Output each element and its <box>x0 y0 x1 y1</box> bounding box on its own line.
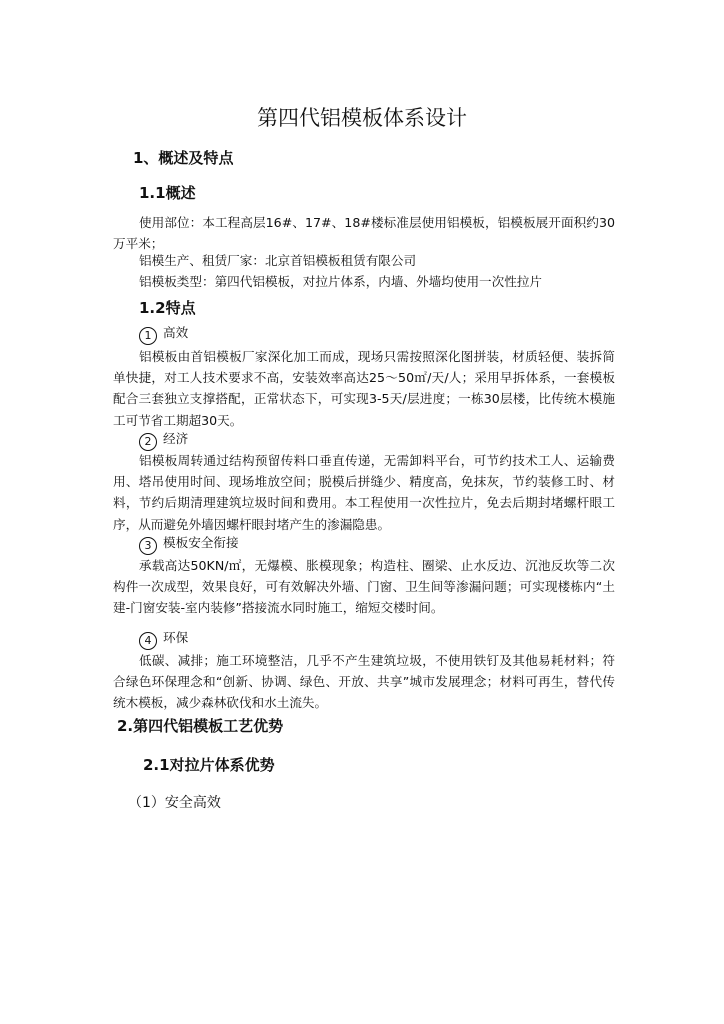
section-heading-2: 2.第四代铝模板工艺优势 <box>117 717 284 735</box>
overview-usage-paragraph: 使用部位：本工程高层16#、17#、18#楼标准层使用铝模板，铝模板展开面积约30万平米； <box>113 215 615 252</box>
overview-type-paragraph: 铝模板类型：第四代铝模板，对拉片体系，内墙、外墙均使用一次性拉片 <box>139 274 542 289</box>
subsection-heading-1-2: 1.2特点 <box>139 299 196 317</box>
section-heading-1: 1、概述及特点 <box>133 149 234 167</box>
feature-heading-efficiency <box>139 323 188 345</box>
circled-number-icon: 1 <box>139 327 157 345</box>
feature-text-economy: 铝模板周转通过结构预留传料口垂直传递，无需卸料平台，可节约技术工人、运输费用、塔吊使用时间、现场堆放空间；脱模后拼缝少、精度高，免抹灰，节约装修工时、材料，节约后期清理建筑垃圾时间和费用。本工程使用一次性拉片，免去后期封堵螺杆眼工序，从而避免外墙因螺杆眼封堵产生的渗漏隐患。 <box>113 453 615 532</box>
feature-heading-economy <box>139 429 188 451</box>
feature-text-environment: 低碳、减排；施工环境整洁，几乎不产生建筑垃圾，不使用铁钉及其他易耗材料；符合绿色环保理念和“创新、协调、绿色、开放、共享”城市发展理念；材料可再生，替代传统木模板，减少森林砍伐和水土流失。 <box>113 653 615 711</box>
circled-number-icon: 2 <box>139 433 157 451</box>
circled-number-icon: 4 <box>139 632 157 650</box>
feature-title: 环保 <box>163 630 189 645</box>
feature-heading-environment <box>139 628 188 650</box>
feature-text-efficiency: 铝模板由首铝模板厂家深化加工而成，现场只需按照深化图拼装，材质轻便、装拆简单快捷，对工人技术要求不高，安装效率高达25～50㎡/天/人；采用早拆体系，一套模板配合三套独立支撑搭配，正常状态下，可实现3-5天/层进度；一栋30层楼，比传统木模施工可节省工期超30天。 <box>113 349 615 428</box>
overview-manufacturer-paragraph: 铝模生产、租赁厂家：北京首铝模板租赁有限公司 <box>139 253 417 268</box>
feature-title: 高效 <box>163 325 189 340</box>
subsection-heading-1-1: 1.1概述 <box>139 184 196 202</box>
list-item-safety-efficiency: （1）安全高效 <box>128 795 221 811</box>
circled-number-icon: 3 <box>139 537 157 555</box>
feature-text-safety: 承载高达50KN/㎡，无爆模、胀模现象；构造柱、圈梁、止水反边、沉池反坎等二次构件一次成型，效果良好，可有效解决外墙、门窗、卫生间等渗漏问题；可实现楼栋内“土建-门窗安装-室内装修”搭接流水同时施工，缩短交楼时间。 <box>113 558 615 616</box>
subsection-heading-2-1: 2.1对拉片体系优势 <box>143 756 275 774</box>
feature-heading-safety <box>139 533 239 555</box>
feature-title: 经济 <box>163 431 189 446</box>
feature-title: 模板安全衔接 <box>163 535 239 550</box>
document-title: 第四代铝模板体系设计 <box>257 106 467 130</box>
